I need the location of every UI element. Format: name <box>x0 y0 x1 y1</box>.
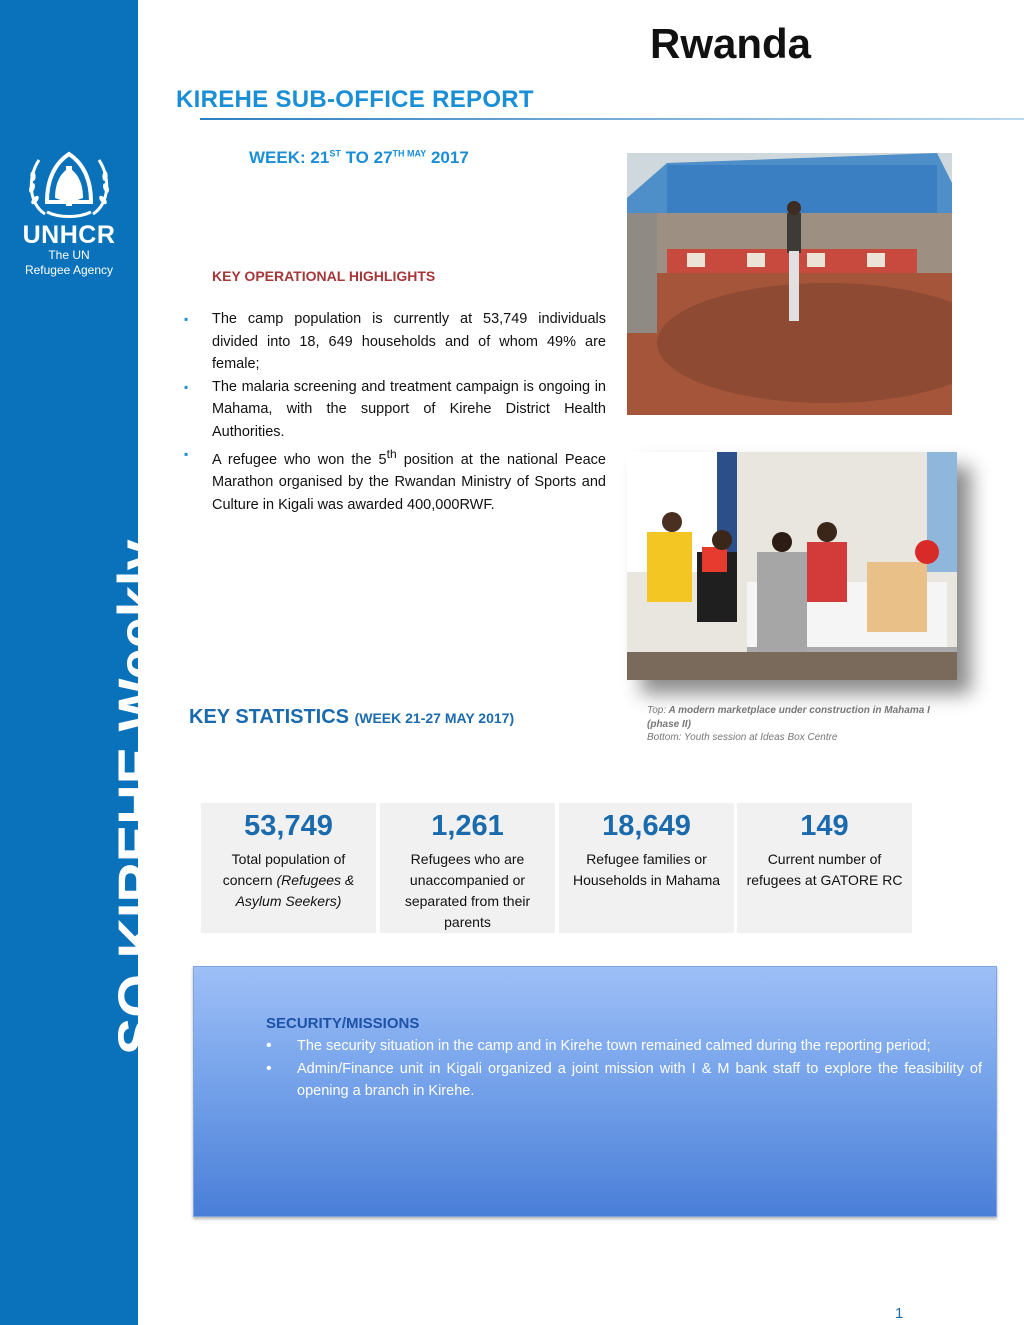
youth-session-photo-image <box>627 452 957 680</box>
stat-card-unaccompanied <box>380 803 555 933</box>
caption-top-text: A modern marketplace under construction in Mahama I (phase II) <box>647 705 930 730</box>
photo-caption <box>647 704 947 745</box>
report-title: KIREHE SUB-OFFICE REPORT <box>176 86 534 113</box>
stat-label: Refugees who are unaccompanied or separated from their parents <box>404 851 531 930</box>
stat-value: 18,649 <box>602 810 691 842</box>
week-to: TO <box>345 148 369 167</box>
week-end-number: 27 <box>373 148 393 167</box>
statistics-heading <box>189 706 514 729</box>
logo-subtitle-line-2: Refugee Agency <box>24 263 114 277</box>
highlight-item: ▪ The camp population is currently at 53,749 individuals divided into 18, 649 households and of whom 49% are female; <box>184 308 606 376</box>
stat-label-detail: (Refugees & Asylum Seekers) <box>235 872 355 909</box>
week-year: 2017 <box>430 148 469 167</box>
logo-subtitle-line-1: The UN <box>48 248 90 262</box>
title-divider <box>200 118 1024 120</box>
highlights-heading: KEY OPERATIONAL HIGHLIGHTS <box>212 268 436 284</box>
caption-bottom: Bottom: Youth session at Ideas Box Centre <box>647 732 838 743</box>
highlight-ordinal-suffix: th <box>386 447 397 461</box>
security-list <box>266 1035 982 1103</box>
stat-value: 53,749 <box>244 810 333 842</box>
vertical-title: SO KIREHE Weekly <box>106 539 169 1055</box>
highlight-item: ▪ The malaria screening and treatment campaign is ongoing in Mahama, with the support of Kirehe District Health Authorities. <box>184 376 606 444</box>
stat-card-gatore <box>737 803 912 933</box>
stat-label: Current number of refugees at GATORE RC <box>746 851 903 888</box>
photo-youth-session <box>627 452 957 680</box>
unhcr-emblem-icon <box>23 148 115 220</box>
stat-label-main: Total population of concern <box>222 851 346 888</box>
highlight-text-start: A refugee who won the 5 <box>212 451 387 468</box>
week-line <box>249 148 469 168</box>
page-number: 1 <box>895 1305 904 1322</box>
week-end-suffix: TH MAY <box>392 148 427 159</box>
highlights-list <box>184 308 606 516</box>
statistics-heading-text: KEY STATISTICS <box>189 706 350 728</box>
highlight-item <box>184 443 606 516</box>
highlight-text-end: position at the national Peace Marathon organised by the Rwandan Ministry of Sports and Culture in Kigali was awarded 400,000RWF. <box>212 451 606 513</box>
statistics-heading-period: (WEEK 21-27 MAY 2017) <box>354 710 515 726</box>
week-start-suffix: ST <box>329 148 341 159</box>
stat-card-households <box>559 803 734 933</box>
stat-label <box>201 849 376 912</box>
stat-value: 1,261 <box>431 810 504 842</box>
stat-value: 149 <box>800 810 849 842</box>
country-title: Rwanda <box>650 20 812 67</box>
week-start-number: 21 <box>310 148 330 167</box>
unhcr-logo <box>10 148 128 278</box>
security-item: • The security situation in the camp and in Kirehe town remained calmed during the reporting period; <box>266 1035 982 1058</box>
caption-top-label: Top: <box>647 705 667 716</box>
security-heading: SECURITY/MISSIONS <box>266 1015 420 1032</box>
week-label: WEEK: <box>249 148 306 167</box>
security-item: • Admin/Finance unit in Kigali organized a joint mission with I & M bank staff to explore the feasibility of opening a branch in Kirehe. <box>266 1058 982 1103</box>
marketplace-photo-image <box>627 153 952 415</box>
photo-marketplace <box>627 153 952 415</box>
security-missions-box <box>193 966 997 1217</box>
logo-name: UNHCR <box>22 221 116 249</box>
stat-label: Refugee families or Households in Mahama <box>572 851 721 888</box>
stat-card-total-population <box>201 803 376 933</box>
sidebar <box>0 0 169 1325</box>
